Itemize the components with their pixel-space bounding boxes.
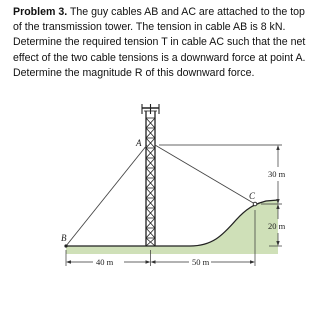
point-b-marker xyxy=(64,244,67,247)
cable-ac xyxy=(155,145,255,204)
problem-label: Problem 3. xyxy=(13,6,68,18)
problem-body: The guy cables AB and AC are attached to the top of the transmission tower. The tension in cable AB is 8 kN. Determine the required tension T in cable AC such that the net effect of the two cable tensions is a downward force at point A. Determine the magnitude R of this downward force. xyxy=(13,6,306,79)
dimension-30m-label: 30 m xyxy=(268,169,286,179)
point-b-label: B xyxy=(61,233,67,243)
dimension-40m-label: 40 m xyxy=(96,257,114,267)
cable-ab xyxy=(66,145,147,246)
transmission-tower xyxy=(142,104,159,246)
dimension-50m-label: 50 m xyxy=(192,257,210,267)
point-c-marker xyxy=(253,202,257,206)
dimension-20m-label: 20 m xyxy=(268,221,286,231)
point-c-label: C xyxy=(249,191,256,201)
point-a-label: A xyxy=(136,138,142,148)
